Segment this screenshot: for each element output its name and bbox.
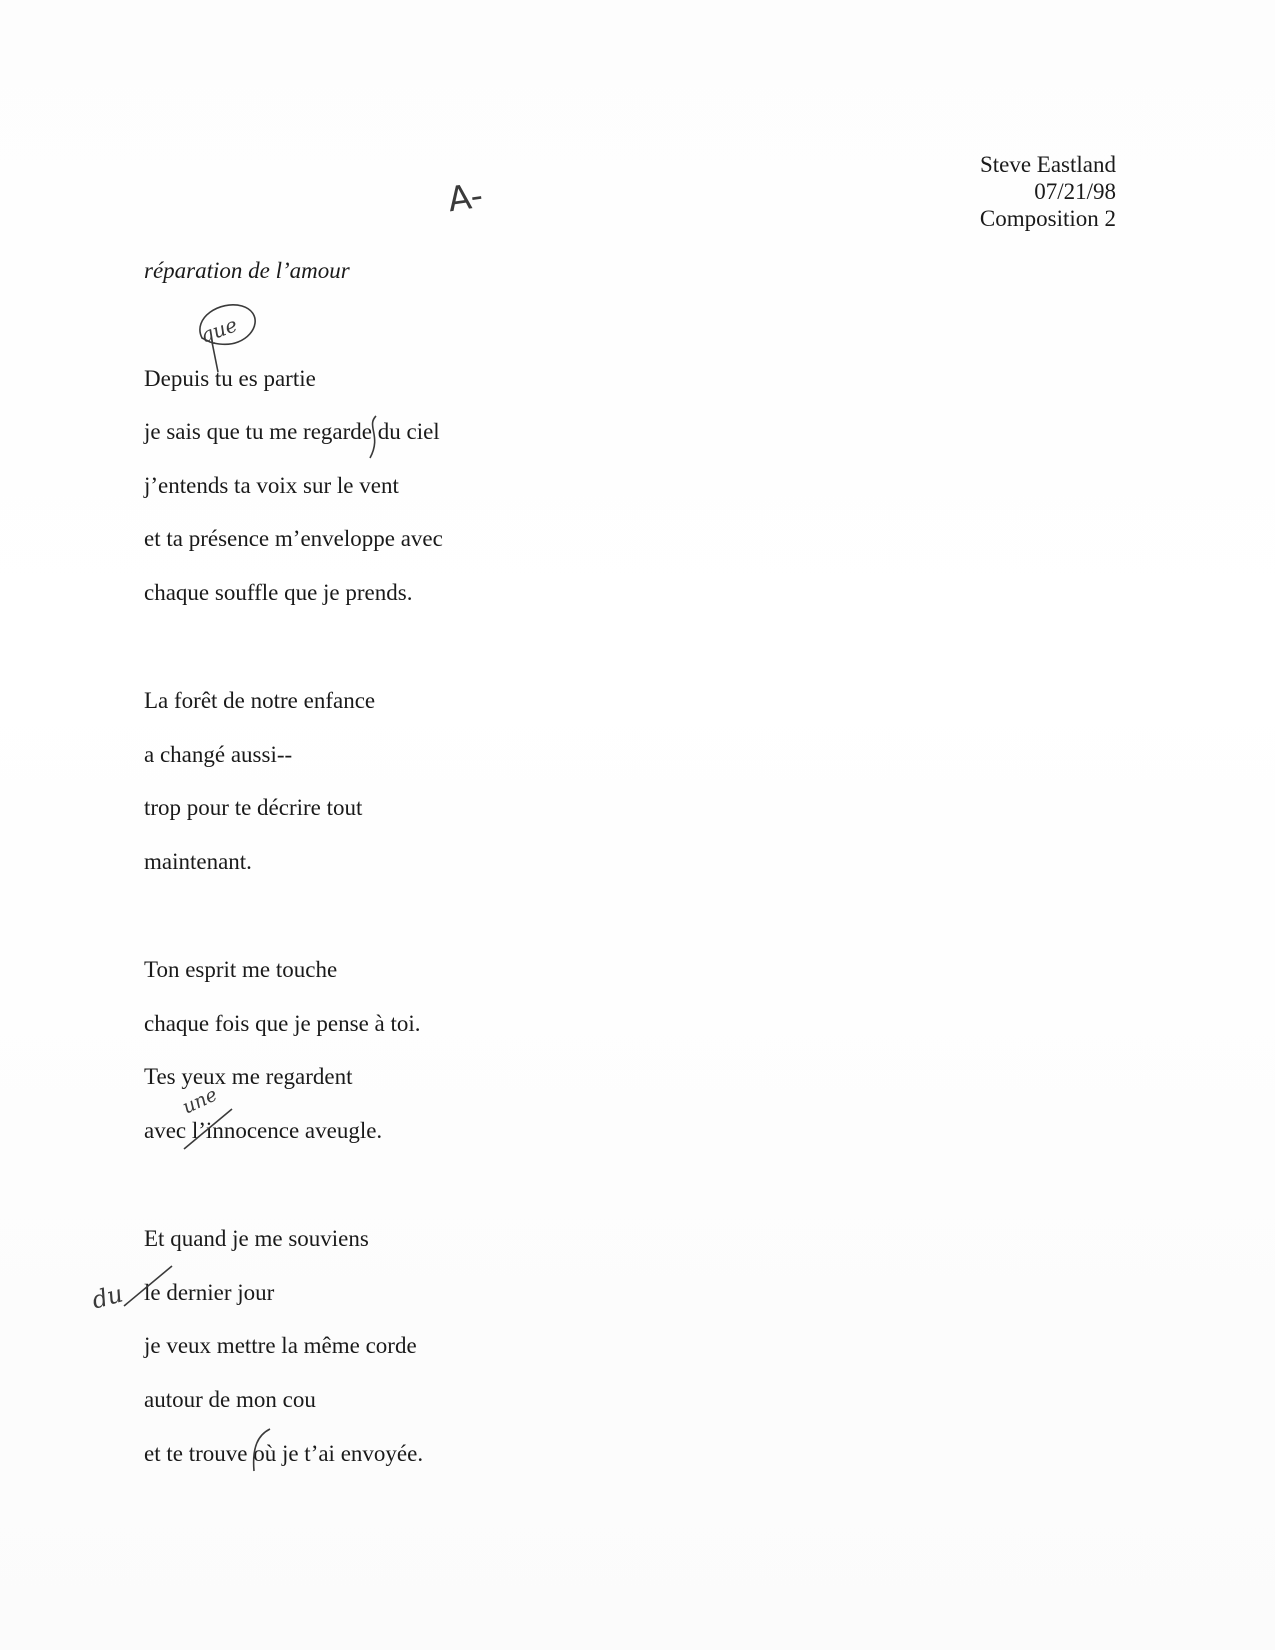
poem-line: trop pour te décrire tout (144, 795, 363, 820)
poem-line: et ta présence m’enveloppe avec (144, 526, 443, 551)
header-block (980, 151, 1116, 232)
poem-line: chaque fois que je pense à toi. (144, 1011, 421, 1036)
correction-mark (244, 1427, 274, 1475)
handwritten-insert-une: une (179, 1083, 221, 1119)
poem-line: a changé aussi-- (144, 742, 293, 767)
poem-line: avec l’innocence aveugle. (144, 1118, 383, 1143)
poem-line: et te trouve où je t’ai envoyée. (144, 1441, 424, 1466)
poem-line: j’entends ta voix sur le vent (144, 473, 399, 498)
correction-mark (364, 414, 384, 464)
assignment-label: Composition 2 (979, 206, 1116, 231)
poem-line: je veux mettre la même corde (144, 1333, 417, 1358)
poem-line: Tes yeux me regardent (144, 1064, 353, 1089)
poem-title: réparation de l’amour (144, 258, 350, 283)
poem-line: chaque souffle que je prends. (144, 580, 413, 605)
poem-line: autour de mon cou (144, 1387, 316, 1412)
handwritten-grade: A- (445, 175, 486, 221)
poem-line: Et quand je me souviens (144, 1226, 369, 1251)
poem-line: le dernier jour (144, 1280, 275, 1305)
strikethrough-mark (180, 1105, 240, 1155)
poem-line: Ton esprit me touche (144, 957, 338, 982)
poem-line: La forêt de notre enfance (144, 688, 376, 713)
poem-line: maintenant. (144, 849, 252, 874)
handwritten-insert-que: que (197, 312, 241, 348)
handwritten-insert-du: du (88, 1279, 126, 1315)
poem-line: je sais que tu me regarde du ciel (144, 419, 440, 444)
strikethrough-mark (120, 1262, 180, 1312)
author-name: Steve Eastland (979, 152, 1116, 177)
date: 07/21/98 (1034, 179, 1116, 204)
poem-line: Depuis tu es partie (144, 366, 316, 391)
